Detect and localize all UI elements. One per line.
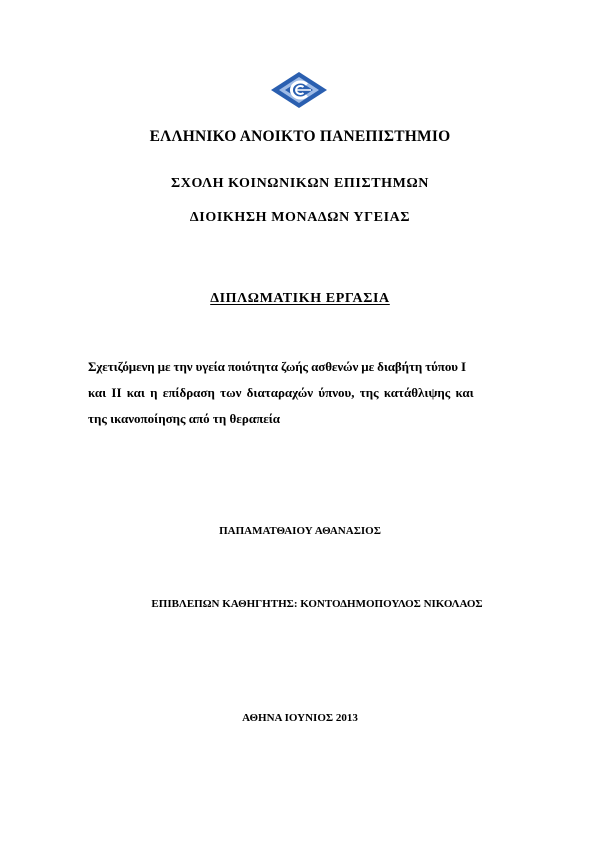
supervisor-line: ΕΠΙΒΛΕΠΩΝ ΚΑΘΗΓΗΤΗΣ: ΚΟΝΤΟΔΗΜΟΠΟΥΛΟΣ ΝΙΚΟΛΑΟΣ [151,598,483,610]
department-name: ΔΙΟΙΚΗΣΗ ΜΟΝΑΔΩΝ ΥΓΕΙΑΣ [189,210,411,225]
document-type [0,291,600,307]
university-name: ΕΛΛΗΝΙΚΟ ΑΝΟΙΚΤΟ ΠΑΝΕΠΙΣΤΗΜΙΟ [149,128,451,145]
school-name: ΣΧΟΛΗ ΚΟΙΝΩΝΙΚΩΝ ΕΠΙΣΤΗΜΩΝ [171,176,429,191]
thesis-title [88,354,512,432]
author-name: ΠΑΠΑΜΑΤΘΑΙΟΥ ΑΘΑΝΑΣΙΟΣ [219,525,381,537]
thesis-title-line-3: της ικανοποίησης από τη θεραπεία [88,411,281,426]
eap-university-logo-icon [269,71,329,109]
university-logo [269,71,329,109]
thesis-title-line-2: και ΙΙ και η επίδραση των διαταραχών ύπνου, της κατάθλιψης και [88,385,474,400]
place-date: ΑΘΗΝΑ ΙΟΥΝΙΟΣ 2013 [242,712,358,724]
document-type-label: ΔΙΠΛΩΜΑΤΙΚΗ ΕΡΓΑΣΙΑ [210,291,390,306]
thesis-title-line-1: Σχετιζόμενη με την υγεία ποιότητα ζωής ασθενών με διαβήτη τύπου Ι [88,359,466,374]
